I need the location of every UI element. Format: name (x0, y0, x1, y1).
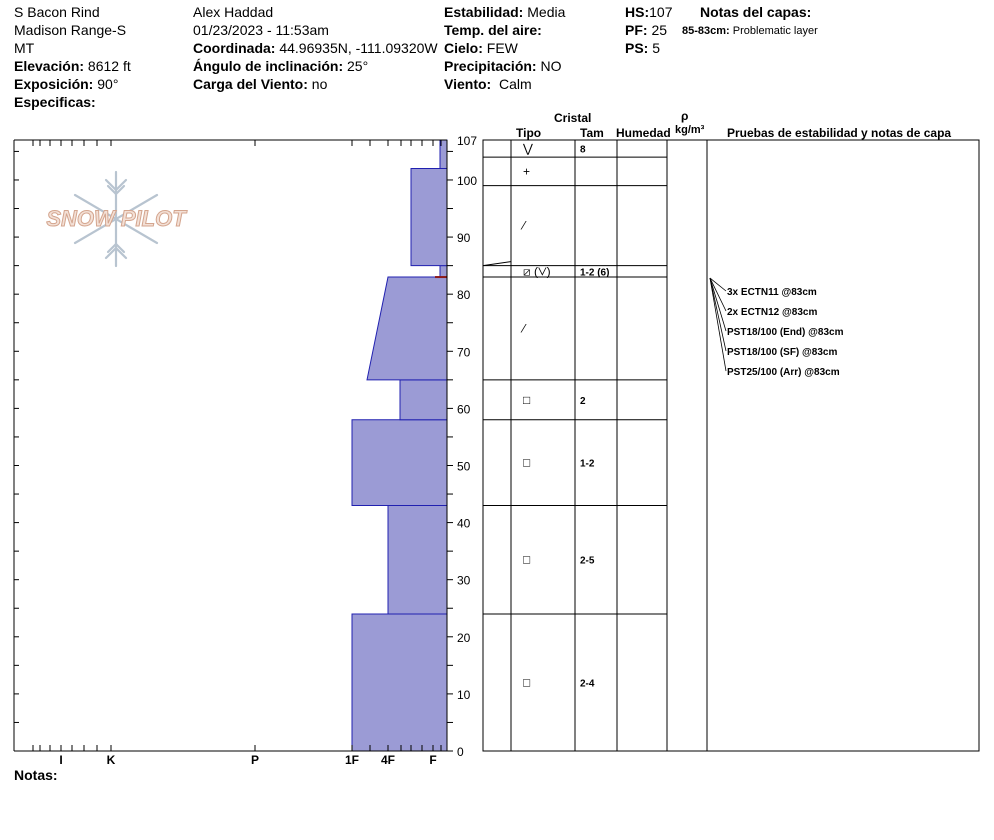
hardness-label: K (106, 753, 116, 767)
logo-text: SNOW PILOT (46, 206, 186, 231)
size-header: Tam (580, 126, 604, 140)
aspect-value: 90° (97, 76, 119, 92)
stability-test: 2x ECTN12 @83cm (727, 307, 818, 318)
pf-value: 25 (651, 22, 668, 38)
grain-size: 8 (580, 144, 586, 156)
test-pointer (710, 278, 726, 311)
location: S Bacon Rind (14, 4, 100, 20)
y-tick-label: 20 (457, 630, 471, 645)
aspect-label: Exposición: (14, 76, 94, 92)
layer-notes-label: Notas del capas: (700, 4, 812, 20)
sky-label: Cielo: (444, 40, 483, 56)
slope-value: 25° (347, 58, 369, 74)
wind-value: Calm (498, 76, 532, 92)
table-frame (483, 140, 979, 751)
leader-line (483, 262, 511, 266)
sky-value: FEW (486, 40, 518, 56)
stability-test: 3x ECTN11 @83cm (727, 287, 817, 298)
layer-note-range: 85-83cm: (682, 25, 730, 37)
range: Madison Range-S (14, 22, 127, 38)
y-tick-label: 60 (457, 402, 471, 417)
datetime: 01/23/2023 - 11:53am (193, 22, 329, 38)
grain-type: □ (523, 455, 531, 470)
stability-test: PST18/100 (SF) @83cm (727, 347, 838, 358)
hardness-layer-6 (411, 169, 447, 266)
grain-size: 1-2 (580, 458, 595, 470)
grain-size: 2-4 (580, 678, 595, 690)
y-tick-label: 10 (457, 687, 471, 702)
hs-value: 107 (649, 4, 673, 20)
hardness-layers (352, 140, 447, 751)
wind-load-value: no (311, 76, 328, 92)
stability-tests (710, 278, 844, 378)
state: MT (14, 40, 35, 56)
precip-label: Precipitación: (444, 58, 537, 74)
elevation-label: Elevación: (14, 58, 85, 74)
grain-size: 1-2 (6) (580, 267, 610, 279)
stability-label: Estabilidad: (444, 4, 524, 20)
tests-header: Pruebas de estabilidad y notas de capa (727, 126, 952, 140)
observer: Alex Haddad (193, 4, 274, 20)
specifics-label: Especificas: (14, 94, 96, 110)
y-tick-label: 70 (457, 345, 471, 360)
hardness-layer-4 (367, 277, 447, 380)
coord-label: Coordinada: (193, 40, 276, 56)
test-pointer (710, 278, 726, 371)
elevation-value: 8612 ft (87, 58, 131, 74)
y-tick-label: 100 (457, 173, 478, 188)
hardness-layer-3 (400, 380, 447, 420)
hardness-axis-labels (59, 753, 436, 767)
wind-load-label: Carga del Viento: (193, 76, 308, 92)
grain-type: ⋁ (523, 141, 533, 156)
stability-test: PST25/100 (Arr) @83cm (727, 367, 840, 378)
y-tick-label: 80 (457, 288, 471, 303)
crystal-header: Cristal (554, 111, 592, 125)
ps-label: PS: (625, 40, 649, 56)
grain-table (483, 140, 979, 751)
wind-label: Viento: (444, 76, 492, 92)
grain-size: 2-5 (580, 555, 595, 567)
y-tick-label: 0 (457, 745, 464, 759)
hardness-label: I (59, 753, 63, 767)
hardness-layer-1 (388, 505, 447, 613)
air-temp-label: Temp. del aire: (444, 22, 542, 38)
hardness-layer-0 (352, 614, 447, 751)
y-axis-labels (457, 134, 477, 759)
hardness-label: F (429, 753, 437, 767)
grain-size: 2 (580, 395, 586, 407)
y-tick-label: 90 (457, 231, 471, 246)
notes-label: Notas: (14, 767, 58, 783)
stability-test: PST18/100 (End) @83cm (727, 327, 844, 338)
hs-label: HS: (625, 4, 650, 20)
y-tick-label: 50 (457, 459, 471, 474)
grain-type: □ (523, 552, 531, 567)
layer-note-text: Problematic layer (732, 25, 818, 37)
grain-type: □ (523, 392, 531, 407)
ps-value: 5 (652, 40, 661, 56)
y-tick-label: 107 (457, 134, 478, 148)
type-header: Tipo (516, 126, 542, 140)
precip-value: NO (540, 58, 562, 74)
pf-label: PF: (625, 22, 648, 38)
grain-type: ⁄ (523, 321, 526, 336)
grain-type: + (523, 164, 531, 179)
moisture-header: Humedad (616, 126, 671, 140)
hardness-label: 1F (344, 753, 360, 767)
y-tick-label: 30 (457, 573, 471, 588)
hardness-label: P (250, 753, 260, 767)
rho-header: ρ (681, 109, 689, 123)
snowpilot-logo (46, 172, 187, 266)
slope-label: Ángulo de inclinación: (193, 58, 344, 74)
stability-value: Media (527, 4, 566, 20)
grain-type: □ (523, 675, 531, 690)
hardness-layer-5 (440, 266, 447, 277)
density-header: kg/m³ (675, 124, 705, 136)
grain-type: ⁄ (523, 218, 526, 233)
grain-type: ⧄ (⋁) (523, 264, 551, 279)
coord-value: 44.96935N, -111.09320W (279, 40, 438, 56)
hardness-label: 4F (380, 753, 396, 767)
hardness-layer-2 (352, 420, 447, 506)
y-tick-label: 40 (457, 516, 471, 531)
